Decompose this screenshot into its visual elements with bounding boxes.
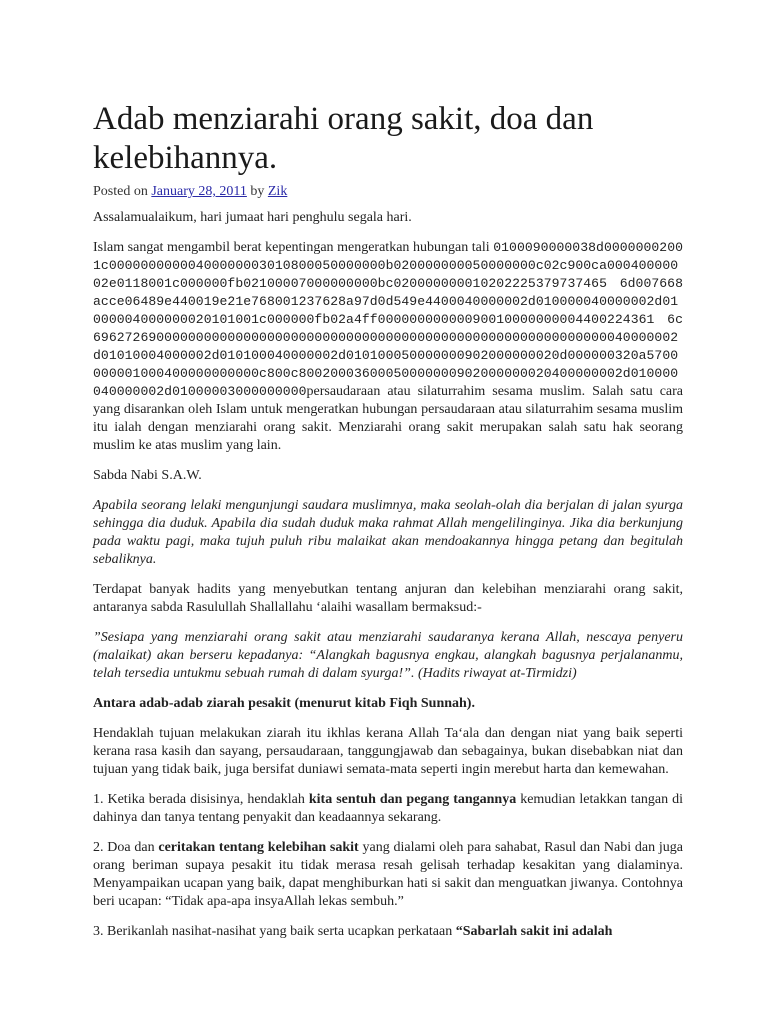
section-heading: [93, 695, 683, 713]
list-item-1: [93, 791, 683, 827]
item1-text-a: 1. Ketika berada disisinya, hendaklah: [93, 792, 309, 807]
intro-hex-data: 0100090000038d00000002001c00000000000400000003010800050000000b020000000050000000c02c900ca00040000002e0118001c000000fb02100007000000000bc020000000010202225379737465 6d007668acce06489e440019e21e768001237628a97d0d549e4400040000002d010000040000002d01000004000000020101001c000000fb02a4ff00000000000090010000000004400224361 6c69627269000000000000000000000000000000000000000000000000000000000040000002d01010004000002d010100040000002d010100050000000902000000020d000000320a5700000001000400000000000c800c80020003600050000000902000000020400000002d010000040000002d01000003000000000: [93, 240, 684, 399]
intro-lead: Islam sangat mengambil berat kepentingan mengeratkan hubungan tali: [93, 240, 490, 255]
hadith-quote-1: Apabila seorang lelaki mengunjungi saudara muslimnya, maka seolah-olah dia berjalan di jalan syurga sehingga dia duduk. Apabila dia sudah duduk maka rahmat Allah mengelilinginya. Jika dia berkunjung pada waktu pagi, maka tujuh puluh ribu malaikat akan mendoakannya hingga petang dan begitulah sebaliknya.: [93, 498, 683, 567]
item2-text-bold: ceritakan tentang kelebihan sakit: [158, 840, 359, 855]
item2-text-a: 2. Doa dan: [93, 840, 159, 855]
author-link[interactable]: Zik: [267, 184, 288, 199]
intro-rest-lead: persaudaraan atau: [306, 384, 411, 399]
paragraph-2: Terdapat banyak hadits yang menyebutkan tentang anjuran dan kelebihan menziarahi orang sakit, antaranya sabda Rasulullah Shallallahu ‘alaihi wasallam bermaksud:-: [93, 582, 683, 615]
section-heading-text: Antara adab-adab ziarah pesakit (menurut kitab Fiqh Sunnah).: [93, 696, 475, 711]
item2-text-c: yang dialami oleh para sahabat, Rasul dan Nabi dan juga orang beriman supaya pesakit itu tidak merasa resah gelisah terhadap kesakitan yang dialaminya. Menyampaikan ucapan yang baik, dapat menghiburkan hati si sakit dan menguatkan jiwanya. Contohnya beri ucapan: “Tidak apa-apa insyaAllah lekas sembuh.”: [93, 840, 683, 909]
article: [93, 0, 683, 941]
sabda-label: Sabda Nabi S.A.W.: [93, 468, 202, 483]
item3-text-bold: “Sabarlah sakit ini adalah: [455, 924, 613, 939]
post-date-link[interactable]: January 28, 2011: [151, 184, 247, 199]
item1-text-bold: kita sentuh dan pegang tangannya: [308, 792, 517, 807]
hadith-quote-2: ”Sesiapa yang menziarahi orang sakit atau menziarahi saudaranya kerana Allah, nescaya penyeru (malaikat) akan berseru kepadanya: “Alangkah bagusnya engkau, alangkah bagusnya perjalananmu, telah tersedia untukmu sebuah rumah di dalam syurga!”. (Hadits riwayat at-Tirmidzi): [93, 630, 683, 681]
post-meta: [93, 184, 683, 200]
paragraph-3: Hendaklah tujuan melakukan ziarah itu ikhlas kerana Allah Ta‘ala dan dengan niat yang baik seperti kerana rasa kasih dan sayang, persaudaraan, tanggungjawab dan sebagainya, bukan disebabkan niat dan tujuan yang tidak baik, juga bersifat duniawi semata-mata seperti ingin merebut harta dan kemewahan.: [93, 726, 683, 777]
post-title: Adab menziarahi orang sakit, doa dan kelebihannya.: [93, 101, 594, 176]
intro-rest: silaturrahim sesama muslim. Salah satu cara yang disarankan oleh Islam untuk mengeratkan hubungan persaudaraan atau silaturrahim sesama muslim itu ialah dengan menziarahi orang sakit. Menziarahi orang sakit merupakan salah satu hak seorang muslim ke atas muslim yang lain.: [93, 384, 683, 453]
item3-text-a: 3. Berikanlah nasihat-nasihat yang baik serta ucapkan perkataan: [93, 924, 456, 939]
item1-text-c: kemudian letakkan tangan di dahinya dan tanya tentang penyakit dan keadaannya sekarang.: [93, 792, 683, 825]
list-item-2: [93, 839, 683, 911]
posted-on-label: Posted on: [93, 184, 148, 199]
by-label: by: [250, 184, 265, 199]
greeting: Assalamualaikum, hari jumaat hari penghulu segala hari.: [93, 210, 412, 225]
list-item-3: [93, 923, 683, 941]
intro-paragraph: [93, 239, 683, 455]
